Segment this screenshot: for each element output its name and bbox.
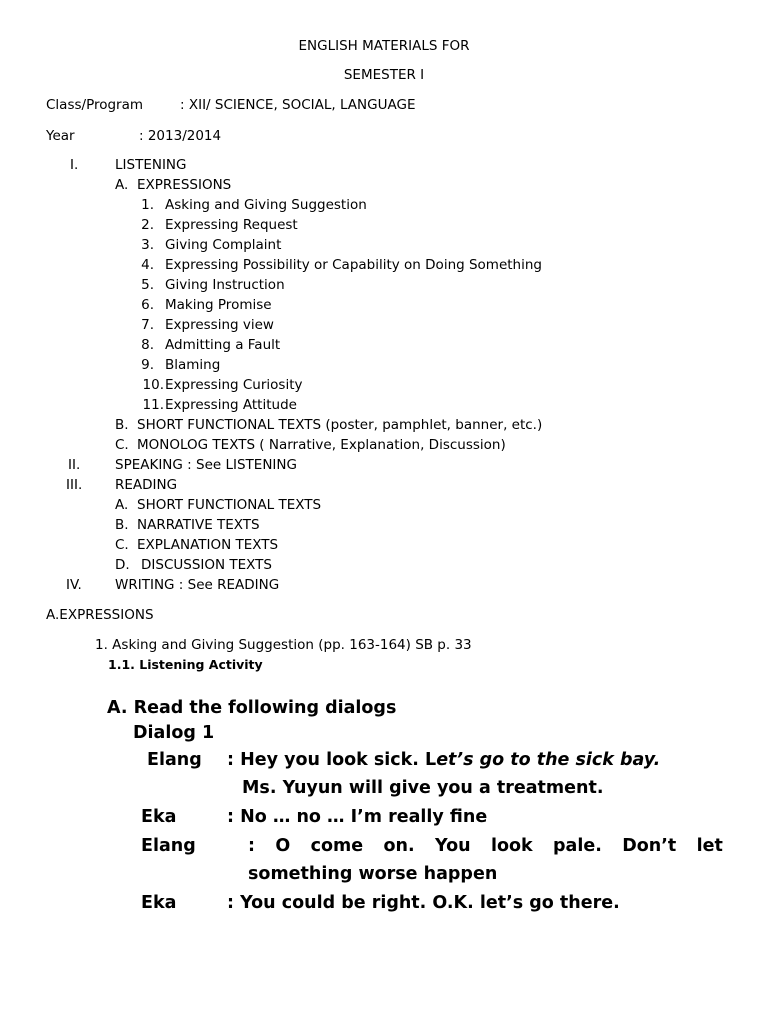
list-item-number: 10. [142,377,164,393]
list-item-number: 11. [142,397,164,413]
list-item-number: 8. [141,337,154,353]
dialog-line: : You could be right. O.K. let’s go there. [227,893,620,913]
year-value: : 2013/2014 [139,128,222,144]
outline-roman-numeral: IV. [66,577,82,593]
outline-roman-numeral: III. [66,477,83,493]
list-item-number: 7. [141,317,154,333]
dialog-word: come [310,836,364,856]
year-label: Year [46,128,75,144]
list-item: SHORT FUNCTIONAL TEXTS [137,497,322,513]
outline-sub-monolog: MONOLOG TEXTS ( Narrative, Explanation, Discussion) [137,437,506,453]
list-item-number: 4. [141,257,154,273]
list-item-marker: A. [115,497,129,513]
list-item: Expressing Attitude [165,397,297,413]
section-item: 1. Asking and Giving Suggestion (pp. 163-164) SB p. 33 [95,637,472,653]
outline-section-reading: READING [115,477,178,493]
dialog-title: Dialog 1 [133,723,215,743]
dialog-word: : [248,836,255,856]
dialog-line-continuation: Ms. Yuyun will give you a treatment. [242,778,604,798]
dialog-word: Don’t [622,836,677,856]
list-item: EXPLANATION TEXTS [137,537,279,553]
dialog-word: O [275,836,291,856]
list-item: Blaming [165,357,221,373]
list-item: Asking and Giving Suggestion [165,197,367,213]
dialog-line [227,749,660,771]
dialog-speaker: Elang [147,750,202,770]
list-item-marker: D. [115,557,130,573]
outline-sub-expressions: EXPRESSIONS [137,177,232,193]
list-item: Giving Instruction [165,277,285,293]
dialog-word: on. [383,836,415,856]
class-program-value: : XII/ SCIENCE, SOCIAL, LANGUAGE [180,97,416,113]
dialog-line-continuation: something worse happen [248,864,498,884]
dialog-word: let [696,836,723,856]
outline-section-listening: LISTENING [115,157,187,173]
list-item-number: 2. [141,217,154,233]
outline-section-writing: WRITING : See READING [115,577,280,593]
outline-sub-marker: B. [115,417,129,433]
list-item: Making Promise [165,297,272,313]
list-item-number: 3. [141,237,154,253]
dialog-speaker: Elang [141,836,196,856]
dialog-line-text: : Hey you look sick. L [227,750,437,770]
semester-title: SEMESTER I [343,67,425,83]
class-program-label: Class/Program [46,97,144,113]
list-item-number: 9. [141,357,154,373]
document-title: ENGLISH MATERIALS FOR [298,38,470,54]
dialog-line: : No … no … I’m really fine [227,807,488,827]
outline-section-speaking: SPEAKING : See LISTENING [115,457,297,473]
dialog-line-italic: et’s go to the sick bay. [436,750,661,770]
dialog-speaker: Eka [141,807,177,827]
list-item-marker: C. [115,537,129,553]
outline-roman-numeral: II. [68,457,81,473]
list-item: Giving Complaint [165,237,282,253]
outline-sub-short-functional: SHORT FUNCTIONAL TEXTS (poster, pamphlet, banner, etc.) [137,417,543,433]
section-subitem: 1.1. Listening Activity [108,657,263,672]
list-item-marker: B. [115,517,129,533]
list-item-number: 5. [141,277,154,293]
outline-sub-marker: C. [115,437,129,453]
list-item: NARRATIVE TEXTS [137,517,260,533]
list-item-number: 1. [141,197,154,213]
dialog-instruction: A. Read the following dialogs [107,698,397,718]
outline-sub-marker: A. [115,177,129,193]
list-item: Expressing Possibility or Capability on Doing Something [165,257,542,273]
dialog-word: pale. [553,836,602,856]
dialog-word: You [435,836,471,856]
list-item: Admitting a Fault [165,337,281,353]
list-item: Expressing Curiosity [165,377,303,393]
outline-roman-numeral: I. [70,157,79,173]
dialog-speaker: Eka [141,893,177,913]
list-item: DISCUSSION TEXTS [141,557,272,573]
dialog-word: look [490,836,533,856]
list-item: Expressing view [165,317,274,333]
list-item-number: 6. [141,297,154,313]
dialog-line-justified [248,835,723,857]
list-item: Expressing Request [165,217,298,233]
section-heading: A.EXPRESSIONS [46,607,154,623]
